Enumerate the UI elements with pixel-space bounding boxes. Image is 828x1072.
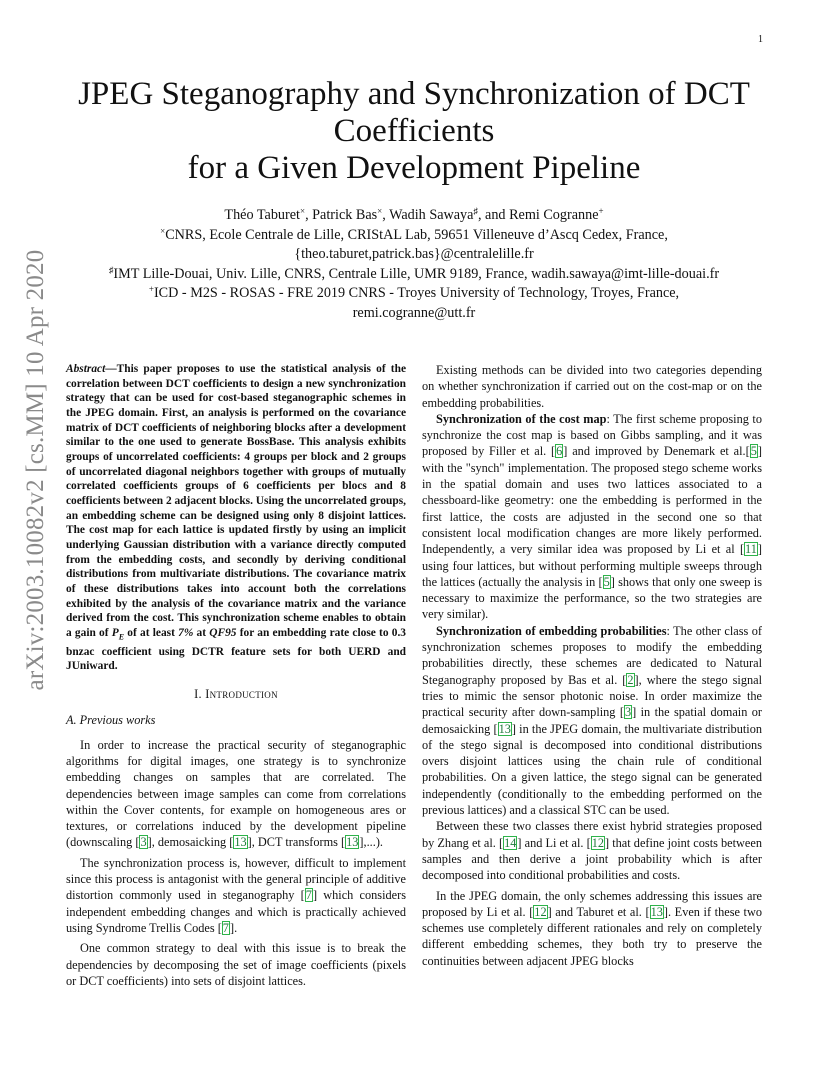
paragraph-cost-map: Synchronization of the cost map: The first scheme proposing to synchronize the cost map is based on Gibbs sampling, and it was proposed by Filler et al. [6] and improved by Denemark et al.[5] with the "synch" implementation. The proposed stego scheme works in the spatial domain and uses two lattices associated to a chessboard-like geometry: one the embedding is performed in the first lattice, the costs are adjusted in the second one so that consistent local modification changes are more likely performed. Independently, a very similar idea was proposed by Li et al [11] using four lattices, but without performing multiple sweeps through the lattices (actually the analysis in [5] shows that only one sweep is necessary to maximize the performance, so the two strategies are very similar). [422,411,763,622]
citation-link[interactable]: 2 [627,672,634,687]
affiliation-1: ×CNRS, Ecole Centrale de Lille, CRIStAL Lab, 59651 Villeneuve d’Ascq Cedex, France, [160,225,668,243]
citation-link[interactable]: 5 [603,574,610,589]
page-number: 1 [758,34,763,45]
affiliation-3: +ICD - M2S - ROSAS - FRE 2019 CNRS - Troyes University of Technology, Troyes, France, [148,284,680,302]
citation-link[interactable]: 3 [624,705,632,720]
paragraph-right-1: Existing methods can be divided into two categories depending on whether synchronization if carried out on the cost-map or on the embedding probabilities. [422,363,762,410]
affil-mark: + [598,206,604,216]
citation-link[interactable]: 12 [534,904,547,919]
abstract-lead: Abstract [66,363,106,375]
paragraph-intro-2: The synchronization process is, however, difficult to implement since this process is antagonist with the general principle of additive distortion commonly used in steganography [7] which considers independent embedding changes and which is practically achieved using Syndrome Trellis Codes [7]. [66,855,406,935]
citation-link[interactable]: 7 [305,888,312,903]
affiliation-1-email: {theo.taburet,patrick.bas}@centralelille.fr [294,246,534,263]
title-line-3: for a Given Development Pipeline [187,150,641,186]
authors-affiliations [40,206,788,324]
citation-link[interactable]: 12 [591,835,605,850]
citation-link[interactable]: 13 [498,721,511,736]
citation-link[interactable]: 14 [504,835,517,850]
citation-link[interactable]: 13 [234,835,247,850]
left-column [66,362,406,989]
affil-mark: × [299,206,306,216]
math-percent: 7% [178,626,194,639]
math-qf: QF95 [209,626,237,639]
author-bas: , Patrick Bas [305,207,378,223]
paper-title [40,76,788,187]
title-line-2: Coefficients [333,113,495,149]
citation-link[interactable]: 3 [140,835,147,850]
citation-link[interactable]: 13 [650,904,663,919]
affil-mark: ♯ [108,264,114,275]
paragraph-embedding-probabilities: Synchronization of embedding probabilities: The other class of synchronization schemes proposes to modify the embedding probabilities directly, these schemes are dedicated to Natural Steganography proposed by Bas et al. [2], where the stego signal tries to mimic the sensor photonic noise. In order maximize the practical security after down-sampling [3] in the spatial domain or demosaicking [13] in the JPEG domain, the multivariate distribution of the stego signal is decomposed into conditional distributions overs disjoint lattices using the chain rule of conditional probabilities. On a given lattice, the stego signal can be generated independently (conditionally to the embedding performed on the previous lattices) and a classical STC can be used. [422,623,763,818]
author-taburet: Théo Taburet [224,207,300,223]
right-column [422,362,762,969]
citation-link[interactable]: 13 [346,835,359,850]
embedding-probabilities-heading: Synchronization of embedding probabilities [436,623,667,638]
citation-link[interactable]: 11 [745,542,757,557]
paragraph-jpeg-domain: In the JPEG domain, the only schemes addressing this issues are proposed by Li et al. [12] and Taburet et al. [13]. Even if these two schemes use completely different rationales and rely on completely different embedding schemes, they both try to preserve the continuities between adjacent JPEG blocks [422,888,762,968]
section-heading-introduction: I. Introduction [194,687,278,702]
cost-map-heading: Synchronization of the cost map [436,411,607,426]
author-sawaya: , Wadih Sawaya [382,207,474,223]
affiliation-3-email: remi.cogranne@utt.fr [352,304,476,321]
affil-mark: + [148,284,154,295]
author-list [40,206,788,226]
citation-link[interactable]: 6 [556,444,563,459]
affil-mark: ♯ [473,206,478,216]
paragraph-intro-3: One common strategy to deal with this issue is to break the dependencies by decomposing the set of image coefficients (pixels or DCT coefficients) into sets of disjoint lattices. [66,941,406,988]
affil-mark: × [377,206,383,216]
author-cogranne: , and Remi Cogranne [477,207,599,223]
arxiv-stamp-text: arXiv:2003.10082v2 [cs.MM] 10 Apr 2020 [22,249,49,691]
abstract: Abstract—This paper proposes to use the statistical analysis of the correlation between DCT coefficients to design a new synchronization strategy that can be used for cost-based steganographic schemes in the JPEG domain. First, an analysis is performed on the covariance matrix of DCT coefficients of neighboring blocks after a development similar to the one used to generate BossBase. This analysis exhibits groups of uncorrelated coefficients: 4 groups per block and 2 groups of uncorrelated diagonal neighbors together with groups of mutually correlated coefficients groups of 6 coefficients per blocs and 8 coefficients between 2 adjacent blocks. Using the uncorrelated groups, an embedding scheme can be designed using only 8 disjoint lattices. The cost map for each lattice is updated firstly by using an implicit underlying Gaussian distribution with a variance directly computed from the embedding costs, and secondly by deriving conditional distributions from multivariate distributions. The covariance matrix of these distributions takes into account both the correlations exhibited by the analysis of the covariance matrix and the variance derived from the cost. This synchronization scheme enables to obtain a gain of $P_E$ of at least 7% at QF95 for an embedding rate close to 0.3 bnzac coefficient using DCTR feature sets for both UERD and JUniward. [66,363,407,673]
paragraph-intro-1: In order to increase the practical security of steganographic algorithms for digital images, one strategy is to synchronize embedding changes on samples that are correlated. The dependencies between image samples can come from correlations within the Cover contents, for example on homogeneous ares or textures, or correlations induced by the development pipeline (downscaling [3], demosaicking [13], DCT transforms [13],...). [66,737,406,850]
affiliation-2: ♯IMT Lille-Douai, Univ. Lille, CNRS, Centrale Lille, UMR 9189, France, wadih.sawaya@imt-lille-douai.fr [108,264,720,282]
affil-mark: × [160,225,166,236]
citation-link[interactable]: 7 [222,920,229,935]
title-line-1: JPEG Steganography and Synchronization of DCT [78,76,750,112]
subsection-heading-previous-works: A. Previous works [66,713,156,728]
math-pe: $P_E$ [111,626,125,642]
citation-link[interactable]: 5 [750,444,757,459]
paragraph-hybrid: Between these two classes there exist hybrid strategies proposed by Zhang et al. [14] and Li et al. [12] that define joint costs between samples and then derive a joint probability which is after decomposed into conditional probabilities and costs. [422,819,762,883]
